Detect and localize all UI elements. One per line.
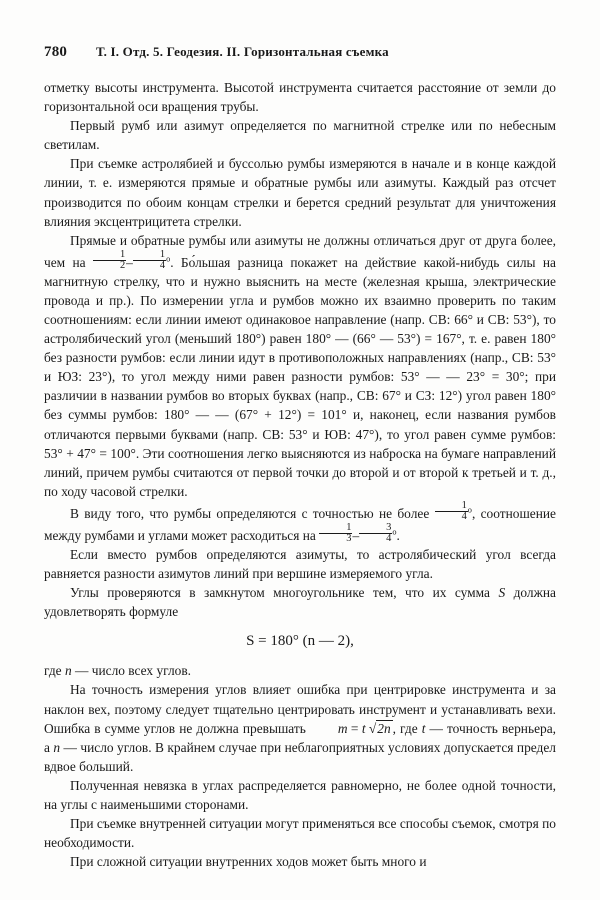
fraction-one-quarter-2 <box>435 501 468 523</box>
display-formula: S = 180° (n — 2), <box>246 633 354 650</box>
fraction-numerator: 3 <box>359 523 392 534</box>
degree-sign-3: о <box>392 527 397 537</box>
fraction-denominator: 4 <box>159 260 166 272</box>
paragraph-6: Если вместо румбов определяются азимуты, то астролябический угол всегда равняется разности азимутов линий при вершине измеряемого угла. <box>44 546 556 582</box>
fraction-denominator: 2 <box>119 260 126 272</box>
fraction-one-half <box>93 250 126 272</box>
symbol-n-2: n <box>53 739 61 755</box>
paragraph-9-part-c: — точность верньера, а <box>44 720 556 755</box>
symbol-n: n <box>64 663 72 679</box>
symbol-S: S <box>498 585 506 601</box>
fraction-one-quarter <box>133 250 166 272</box>
paragraph-8-part-a: где <box>44 663 65 679</box>
fraction-denominator: 3 <box>346 533 352 545</box>
paragraph-10: Полученная невязка в углах распределяется равномерно, не более одной точности, на углы с наименьшими сторонами. <box>44 777 556 813</box>
paragraph-4-part-b: . Бо́льшая разница покажет на действие какой-нибудь силы на магнитную стрелку, что и нужно выяснить на месте (железная крыша, электрические провода и пр.). По измерении угла и румбов можно их взаимно проверить по таким соотношениям: если линии имеют одинаковое направление (напр. СВ: 66° и СВ: 53°), то астролябический угол (меньший 180°) равен 180° — (66° — 53°) = 167°, т. е. равен 180° без разности румбов: если линии идут в противоположных направлениях (напр., СВ: 53° и ЮЗ: 23°), то угол между ними равен разности румбов: 53° — — 23° = 30°; при различии в названии румбов во вторых буквах (напр., СВ: 67° и СЗ: 12°) угол равен 180° без суммы румбов: 180° — — (67° + 12°) = 101° и, наконец, если названия румбов отличаются первыми буквами (напр. СВ: 53° и ЮВ: 47°), то угол равен сумме румбов: 53° + 47° = 100°. Эти соотношения легко выясняются из наброска на бумаге направлений линий, причем румбы считаются от первой точки до второй и от второй к третьей и т. д., по ходу часовой стрелки. <box>44 254 556 499</box>
paragraph-7-part-a: Углы проверяются в замкнутом многоугольнике тем, что их сумма <box>70 585 499 601</box>
body-text <box>44 78 556 871</box>
degree-sign: о <box>166 254 171 264</box>
paragraph-7-part-b: должна удовлетворять формуле <box>44 585 556 620</box>
paragraph-9-part-a: На точность измерения углов влияет ошибка при центрировке инструмента и за наклон вех, поэтому следует тщательно центрировать инструмент и устанавливать вехи. Ошибка в сумме углов не должна превышать <box>44 682 556 736</box>
paragraph-5-part-b: , соотношение между румбами и углами может расходиться на <box>44 505 556 543</box>
page-header <box>44 44 556 61</box>
paragraph-2: Первый румб или азимут определяется по магнитной стрелке или по небесным светилам. <box>44 118 556 153</box>
paragraph-7 <box>44 583 556 621</box>
paragraph-8 <box>44 661 556 680</box>
paragraph-9-part-d: — число углов. В крайнем случае при неблагоприятных условиях допускается предел вдвое больший. <box>44 739 556 774</box>
fraction-numerator: 1 <box>435 501 468 512</box>
fraction-numerator: 1 <box>319 523 352 534</box>
paragraph-5-part-a: В виду того, что румбы определяются с точностью не более <box>70 505 435 521</box>
page-number: 780 <box>44 44 68 60</box>
paragraph-11: При съемке внутренней ситуации могут применяться все способы съемок, смотря по необходимости. <box>44 816 556 851</box>
fraction-three-quarters <box>359 523 392 545</box>
symbol-t: t <box>361 720 366 736</box>
paragraph-8-part-b: — число всех углов. <box>71 663 192 679</box>
paragraph-5: В виду того, что румбы определяются с точностью не более $\frac{1}{4}$ $^о$, соотношение между румбами и углами может расходиться на $\frac{1}{3}$ – $\frac{3}{4}$ $^о$. <box>44 499 556 545</box>
inline-formula-m: m = t √2n <box>337 720 391 736</box>
fraction-denominator: 4 <box>461 511 467 523</box>
paragraph-3: При съемке астролябией и буссолью румбы измеряются в начале и в конце каждой линии, т. е. измеряются прямые и обратные румбы или азимуты. Каждый раз отсчет производится по обоим концам стрелки и берется средний результат для уничтожения влияния эксцентрицитета стрелки. <box>44 156 556 229</box>
paragraph-5-part-c: . <box>396 527 400 543</box>
symbol-m: m <box>337 720 348 736</box>
fraction-numerator: 1 <box>93 250 126 261</box>
paragraph-12: При сложной ситуации внутренних ходов может быть много и <box>70 854 427 870</box>
paragraph-9-part-b: , где <box>392 720 422 736</box>
fraction-denominator: 4 <box>386 533 392 545</box>
radicand: 2n <box>377 720 391 736</box>
paragraph-1: отметку высоты инструмента. Высотой инструмента считается расстояние от земли до горизонтальной оси вращения трубы. <box>44 80 556 115</box>
paragraph-4-part-a: Прямые и обратные румбы или азимуты не должны отличаться друг от друга более, чем на <box>44 232 556 270</box>
symbol-t-2: t <box>421 720 426 736</box>
paragraph-9 <box>44 680 556 775</box>
paragraph-4: Прямые и обратные румбы или азимуты не должны отличаться друг от друга более, чем на $\frac{1}{2}$ – $\frac{1}{4}$ $^о$. Бо́льшая разница покажет на действие какой-нибудь силы на магнитную стрелку, что и нужно выяснить на месте (железная крыша, электрические провода и пр.). По измерении угла и румбов можно их взаимно проверить по таким соотношениям: если линии имеют одинаковое направление (напр. СВ: 66° и СВ: 53°), то астролябический угол (меньший 180°) равен 180° — (66° — 53°) = 167°, т. е. равен 180° без разности румбов: если линии идут в противоположных направлениях (напр., СВ: 53° и ЮЗ: 23°), то угол между ними равен разности румбов: 53° — — 23° = 30°; при различии в названии румбов во вторых буквах (напр., СВ: 67° и СЗ: 12°) угол равен 180° без суммы румбов: 180° — — (67° + 12°) = 101° и, наконец, если названия румбов отличаются первыми буквами (напр. СВ: 53° и ЮВ: 47°), то угол равен сумме румбов: 53° + 47° = 100°. Эти соотношения легко выясняются из наброска на бумаге направлений линий, причем румбы считаются от первой точки до второй и от второй к третьей и т. д., по ходу часовой стрелки. <box>44 232 556 499</box>
fraction-one-third <box>319 523 352 545</box>
running-title: Т. I. Отд. 5. Геодезия. II. Горизонтальная съемка <box>96 44 389 59</box>
degree-sign-2: о <box>467 505 472 515</box>
fraction-numerator: 1 <box>133 250 166 261</box>
